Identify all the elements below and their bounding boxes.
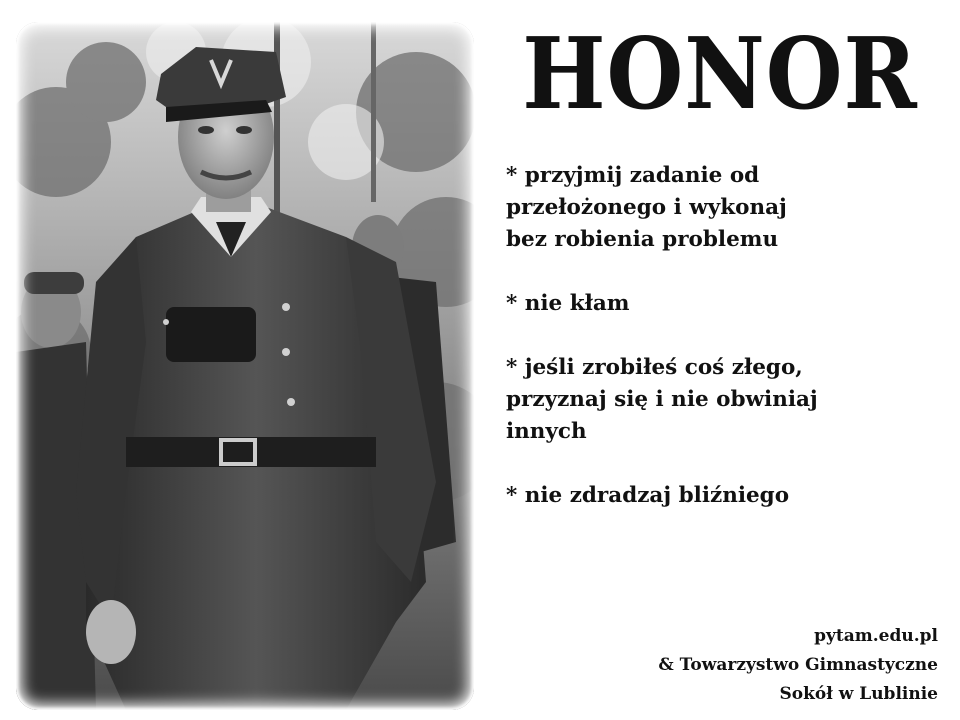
rule-item (506, 352, 946, 448)
rule-text-line: przyznaj się i nie obwiniaj (506, 387, 818, 412)
rule-text-line: * przyjmij zadanie od (506, 163, 760, 188)
rule-item (506, 480, 946, 512)
photo-soldier (16, 22, 474, 710)
rule-text-line: * nie kłam (506, 291, 630, 316)
rule-item (506, 160, 946, 256)
rule-text-line: bez robienia problemu (506, 227, 779, 252)
rule-text-line: * nie zdradzaj bliźniego (506, 483, 790, 508)
rule-text-line: * jeśli zrobiłeś coś złego, (506, 355, 803, 380)
rule-text-line: innych (506, 419, 587, 444)
credit-organization: & Towarzystwo Gimnastyczne (658, 655, 938, 675)
page-title: HONOR (522, 17, 918, 132)
photo-drawing (16, 22, 474, 710)
credit-website: pytam.edu.pl (814, 626, 938, 646)
rule-item (506, 288, 946, 320)
rules-list (506, 160, 946, 544)
credits (518, 622, 938, 709)
rule-text-line: przełożonego i wykonaj (506, 195, 787, 220)
credit-organization-location: Sokół w Lublinie (779, 684, 938, 704)
